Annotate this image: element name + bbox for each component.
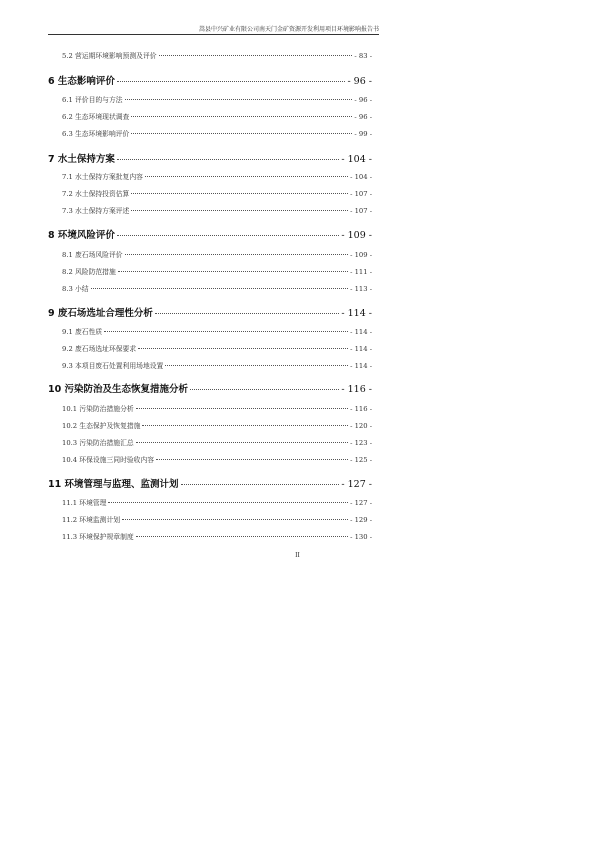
toc-entry-title: 10.4 环保设施三同时验收内容 <box>62 456 155 464</box>
toc-entry-page: - 104 - <box>350 173 372 181</box>
toc-entry-page: - 96 - <box>347 76 372 87</box>
dot-leader <box>125 254 349 255</box>
toc-section-entry[interactable] <box>0 266 595 276</box>
dot-leader <box>117 235 339 236</box>
toc-entry-page: - 83 - <box>354 52 372 60</box>
toc-entry-page: - 109 - <box>341 230 372 241</box>
toc-chapter-entry[interactable] <box>0 381 595 395</box>
page-number: II <box>295 551 300 559</box>
toc-entry-title: 7.3 水土保持方案评述 <box>62 207 130 215</box>
dot-leader <box>118 271 348 272</box>
toc-section-entry[interactable] <box>0 188 595 198</box>
toc-entry-title: 5.2 营运期环境影响预测及评价 <box>62 52 157 60</box>
toc-section-entry[interactable] <box>0 94 595 104</box>
toc-section-entry[interactable] <box>0 531 595 541</box>
dot-leader <box>131 116 352 117</box>
toc-entry-page: - 123 - <box>350 439 372 447</box>
toc-entry-title: 9 废石场选址合理性分析 <box>48 308 153 319</box>
toc-chapter-entry[interactable] <box>0 73 595 87</box>
toc-entry-page: - 125 - <box>350 456 372 464</box>
toc-section-entry[interactable] <box>0 205 595 215</box>
toc-entry-page: - 120 - <box>350 422 372 430</box>
dot-leader <box>136 442 348 443</box>
toc-section-entry[interactable] <box>0 420 595 430</box>
toc-chapter-entry[interactable] <box>0 151 595 165</box>
header-rule <box>48 34 379 35</box>
dot-leader <box>125 99 353 100</box>
dot-leader <box>122 519 348 520</box>
toc-entry-page: - 116 - <box>341 384 372 395</box>
toc-section-entry[interactable] <box>0 50 595 60</box>
toc-entry-page: - 129 - <box>350 516 372 524</box>
toc-entry-page: - 107 - <box>350 207 372 215</box>
toc-section-entry[interactable] <box>0 403 595 413</box>
toc-chapter-entry[interactable] <box>0 305 595 319</box>
dot-leader <box>117 159 339 160</box>
dot-leader <box>131 133 352 134</box>
toc-section-entry[interactable] <box>0 111 595 121</box>
toc-section-entry[interactable] <box>0 437 595 447</box>
toc-entry-title: 6.3 生态环境影响评价 <box>62 130 130 138</box>
dot-leader <box>136 536 348 537</box>
toc-entry-title: 9.2 废石场选址环保要求 <box>62 345 137 353</box>
toc-entry-title: 10.3 污染防治措施汇总 <box>62 439 134 447</box>
toc-entry-title: 9.3 本项目废石处置利用场地设置 <box>62 362 164 370</box>
toc-section-entry[interactable] <box>0 326 595 336</box>
toc-entry-title: 7.2 水土保持投资估算 <box>62 190 130 198</box>
toc-entry-title: 6.1 评价目的与方法 <box>62 96 123 104</box>
toc-entry-page: - 99 - <box>354 130 372 138</box>
toc-section-entry[interactable] <box>0 497 595 507</box>
toc-entry-page: - 116 - <box>350 405 372 413</box>
toc-entry-page: - 127 - <box>350 499 372 507</box>
toc-section-entry[interactable] <box>0 514 595 524</box>
toc-entry-title: 8.1 废石场风险评价 <box>62 251 123 259</box>
toc-section-entry[interactable] <box>0 454 595 464</box>
toc-entry-title: 6.2 生态环境现状调查 <box>62 113 130 121</box>
dot-leader <box>138 348 348 349</box>
toc-entry-title: 11.2 环境监测计划 <box>62 516 121 524</box>
toc-entry-page: - 114 - <box>350 345 372 353</box>
toc-entry-title: 11.3 环境保护规章制度 <box>62 533 134 541</box>
dot-leader <box>156 459 348 460</box>
toc-section-entry[interactable] <box>0 128 595 138</box>
toc-entry-title: 6 生态影响评价 <box>48 76 115 87</box>
dot-leader <box>142 425 348 426</box>
toc-entry-page: - 107 - <box>350 190 372 198</box>
toc-entry-title: 10.1 污染防治措施分析 <box>62 405 134 413</box>
toc-section-entry[interactable] <box>0 171 595 181</box>
toc-entry-title: 11 环境管理与监理、监测计划 <box>48 479 179 490</box>
dot-leader <box>108 502 348 503</box>
toc-entry-page: - 127 - <box>341 479 372 490</box>
dot-leader <box>145 176 348 177</box>
toc-section-entry[interactable] <box>0 360 595 370</box>
toc-section-entry[interactable] <box>0 249 595 259</box>
dot-leader <box>91 288 349 289</box>
toc-entry-title: 8.2 风险防范措施 <box>62 268 116 276</box>
dot-leader <box>136 408 348 409</box>
dot-leader <box>117 81 346 82</box>
dot-leader <box>159 55 353 56</box>
toc-entry-title: 10.2 生态保护及恢复措施 <box>62 422 141 430</box>
toc-section-entry[interactable] <box>0 283 595 293</box>
toc-entry-page: - 130 - <box>350 533 372 541</box>
toc-entry-page: - 111 - <box>350 268 372 276</box>
toc-entry-page: - 104 - <box>341 154 372 165</box>
dot-leader <box>131 210 348 211</box>
toc-chapter-entry[interactable] <box>0 476 595 490</box>
toc-entry-page: - 113 - <box>350 285 372 293</box>
dot-leader <box>155 313 339 314</box>
toc-entry-page: - 114 - <box>350 328 372 336</box>
toc-entry-title: 11.1 环境管理 <box>62 499 107 507</box>
dot-leader <box>181 484 340 485</box>
toc-entry-page: - 96 - <box>354 113 372 121</box>
toc-entry-page: - 114 - <box>350 362 372 370</box>
running-header: 嵩县中兴矿业有限公司南天门金矿资源开发利用项目环境影响报告书 <box>198 26 379 33</box>
toc-entry-page: - 96 - <box>354 96 372 104</box>
toc-entry-page: - 114 - <box>341 308 372 319</box>
dot-leader <box>190 389 339 390</box>
toc-entry-page: - 109 - <box>350 251 372 259</box>
toc-chapter-entry[interactable] <box>0 227 595 241</box>
toc-entry-title: 8.3 小结 <box>62 285 89 293</box>
dot-leader <box>131 193 348 194</box>
toc-entry-title: 7 水土保持方案 <box>48 154 115 165</box>
dot-leader <box>104 331 348 332</box>
toc-entry-title: 9.1 废石性质 <box>62 328 103 336</box>
toc-entry-title: 8 环境风险评价 <box>48 230 115 241</box>
toc-section-entry[interactable] <box>0 343 595 353</box>
toc-entry-title: 7.1 水土保持方案批复内容 <box>62 173 143 181</box>
dot-leader <box>165 365 348 366</box>
toc-entry-title: 10 污染防治及生态恢复措施分析 <box>48 384 189 395</box>
